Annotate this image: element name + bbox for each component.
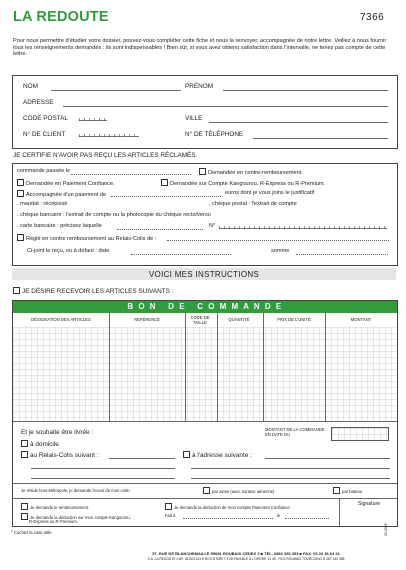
form-code: 7366 [360,12,385,23]
relais-colis-row [17,234,156,243]
carte-type-field[interactable] [117,229,203,230]
ville-label: VILLE [185,115,203,122]
bateau-label: par bateau [342,489,363,494]
adresse-suivante-label: à l'adresse suivante : [192,452,252,459]
numero-label: N° [209,223,216,229]
mandat-label: . mandat : récépissé [17,201,68,207]
identity-box [12,75,398,149]
nom-label: NOM [23,83,38,90]
relais-label: au Relais-Colis suivant : [30,452,99,459]
remboursement-label: Je demande le remboursement. [30,505,90,510]
fait-a-label: Fait à [165,513,176,518]
order-title-bar [13,301,397,313]
deduction-confiance-row [165,503,291,510]
avion-label: par avion (avec surtaxe aérienne) [212,489,275,494]
paiement-montant-field[interactable] [111,196,221,197]
footer-address: 57, RUE DE BLANCHEMAILLE 59081 ROUBAIX CEDEX 2 ■ TÉL. 0892 353 353 ■ FAX. 03 20 38 64 22 [152,551,340,556]
contre-remb-checkbox[interactable] [199,168,206,175]
adresse-suivante-field[interactable] [265,458,390,459]
commande-date-field[interactable] [71,174,191,175]
bateau-row [333,487,362,494]
remboursement-checkbox[interactable] [21,503,28,510]
code-postal-label: CODE POSTAL [23,115,68,122]
carte-bancaire-label: . carte bancaire : précisez laquelle [17,223,102,229]
order-form [12,300,398,527]
recu-date-field[interactable] [131,254,231,255]
ville-field[interactable] [209,122,388,123]
commande-passee-label: commande passée le [17,168,71,174]
somme-field[interactable] [296,254,388,255]
domicile-checkbox[interactable] [21,440,28,447]
relais-colis-label: Réglé en contre remboursement au Relais-Colis de : [26,236,157,242]
commande-passee-row [17,168,70,175]
bateau-checkbox[interactable] [333,487,340,494]
desire-row [13,287,173,295]
relais-colis-checkbox[interactable] [17,234,24,241]
code-postal-field[interactable] [79,116,107,121]
brand-logo: LA REDOUTE [13,9,109,25]
signature-label: Signature [357,501,381,507]
relais-row [21,451,99,459]
col-quantite: QUANTITÉ [228,317,250,322]
kangourou-label: Demandée sur Compte Kangourou, R-Express ou R-Premium. [170,181,326,187]
recu-label: Ci-joint le reçu, ou à défaut : date [27,248,110,254]
avion-row [203,487,274,494]
side-code: 20 6365 [384,523,388,536]
contre-remb-label: Demandée en contre-remboursement. [208,170,303,176]
instructions-title: VOICI MES INSTRUCTIONS [148,270,260,279]
kangourou-row [161,179,325,188]
deduction-confiance-label: Je demande la déduction de mon compte Paiement Confiance. [174,505,291,510]
accompagnee-row [17,190,106,199]
paiement-confiance-label: Demandée en Paiement Confiance. [26,181,115,187]
deduction-kangourou-checkbox[interactable] [21,513,28,520]
hors-metropole-label: Je réside hors Métropole, je demande l'envoi de mon colis : [21,488,132,493]
certify-statement: JE CERTIFIE N'AVOIR PAS REÇU LES ARTICLES RÉCLAMÉS. [13,152,198,159]
prenom-field[interactable] [223,90,388,91]
paiement-confiance-checkbox[interactable] [17,179,24,186]
fait-a-field[interactable] [183,518,273,519]
relais-checkbox[interactable] [21,451,28,458]
somme-label: somme [271,248,290,254]
paiement-confiance-row [17,179,115,188]
footer-legal: S.A. LA REDOUTE CAP. 38.603.424 € RCS B SIRET 3 28 PAYABLE À L'ORDRE 14 45 - RCS ROUBAIX TOURCOING B 467 140 988 [147,557,345,561]
kangourou-checkbox[interactable] [161,179,168,186]
claim-box [12,163,398,266]
footnote: Cochez la case utile. [14,530,53,535]
footnote-star: * [11,529,13,534]
col-taille: CODE DE TAILLE [190,315,210,325]
desire-checkbox[interactable] [13,287,20,294]
client-label: N° DE CLIENT [23,131,66,138]
telephone-label: N° DE TÉLÉPHONE [185,131,244,138]
domicile-label: à domicile [30,441,59,448]
cheque-postal-label: . chèque postal : l'extrait de compte [209,201,297,207]
order-header-row [13,313,397,328]
col-designation: DÉSIGNATION DES ARTICLES [31,317,91,322]
col-montant: MONTANT [350,317,372,322]
rexpress-label: R-Express ou R-Premium. [29,519,78,524]
adresse-field-line3[interactable] [191,478,390,479]
order-lines-grid[interactable] [13,327,397,422]
adresse-field[interactable] [63,106,388,107]
deduction-confiance-checkbox[interactable] [165,503,172,510]
remboursement-row [21,503,89,510]
adresse-suivante-row [183,451,252,459]
delivery-label: Et je souhaite être livrée : [21,429,94,436]
avion-checkbox[interactable] [203,487,210,494]
deduction-kangourou-label: Je demande la déduction sur mon compte Kangourou, [30,515,131,520]
relais-field[interactable] [109,458,175,459]
nom-field[interactable] [51,90,181,91]
instructions-bar [12,268,396,280]
prenom-label: PRÉNOM [185,83,214,90]
le-label: le [277,513,281,518]
adresse-suivante-checkbox[interactable] [183,451,190,458]
domicile-row [21,440,59,448]
montant-total-label: MONTANT DE LA COMMANDE EN DATE DU [265,427,325,437]
adresse-field-line2[interactable] [191,468,390,469]
accompagnee-label: Accompagnée d'un paiement de [26,192,107,198]
carte-numero-field[interactable] [219,224,387,229]
relais-field-line3[interactable] [31,478,175,479]
order-title: B O N D E C O M M A N D E [127,302,283,311]
euros-label: euros dont je vous joins le justificatif [225,190,315,196]
relais-colis-field[interactable] [167,240,389,241]
cheque-bancaire-label: . chèque bancaire : l'extrait de compte ou la photocopie du chèque recto/verso [17,212,211,218]
telephone-field[interactable] [253,138,388,139]
desire-label: JE DÉSIRE RECEVOIR LES ARTICLES SUIVANTS : [22,288,174,295]
intro-text: Pour nous permettre d'étudier votre dossier, pouvez-vous compléter cette fiche et nous la renvoyer, accompagnée de notre lettre. Veillez à nous fournir tous les renseignements demandés : ils sont indispensables ! Bien sûr, si vous avez obtenu satisfaction dans l'intervalle, ne tenez pas compte de cette lettre. [13,38,387,58]
accompagnee-checkbox[interactable] [17,190,24,197]
adresse-label: ADRESSE [23,99,54,106]
client-field[interactable] [79,132,139,137]
col-prix: PRIX DE L'UNITÉ [277,317,311,322]
montant-total-field[interactable] [331,427,389,441]
date-field[interactable] [285,518,329,519]
relais-field-line2[interactable] [31,468,175,469]
contre-remb-row [199,168,303,177]
signature-box[interactable] [339,498,398,526]
col-reference: RÉFÉRENCE [134,317,160,322]
